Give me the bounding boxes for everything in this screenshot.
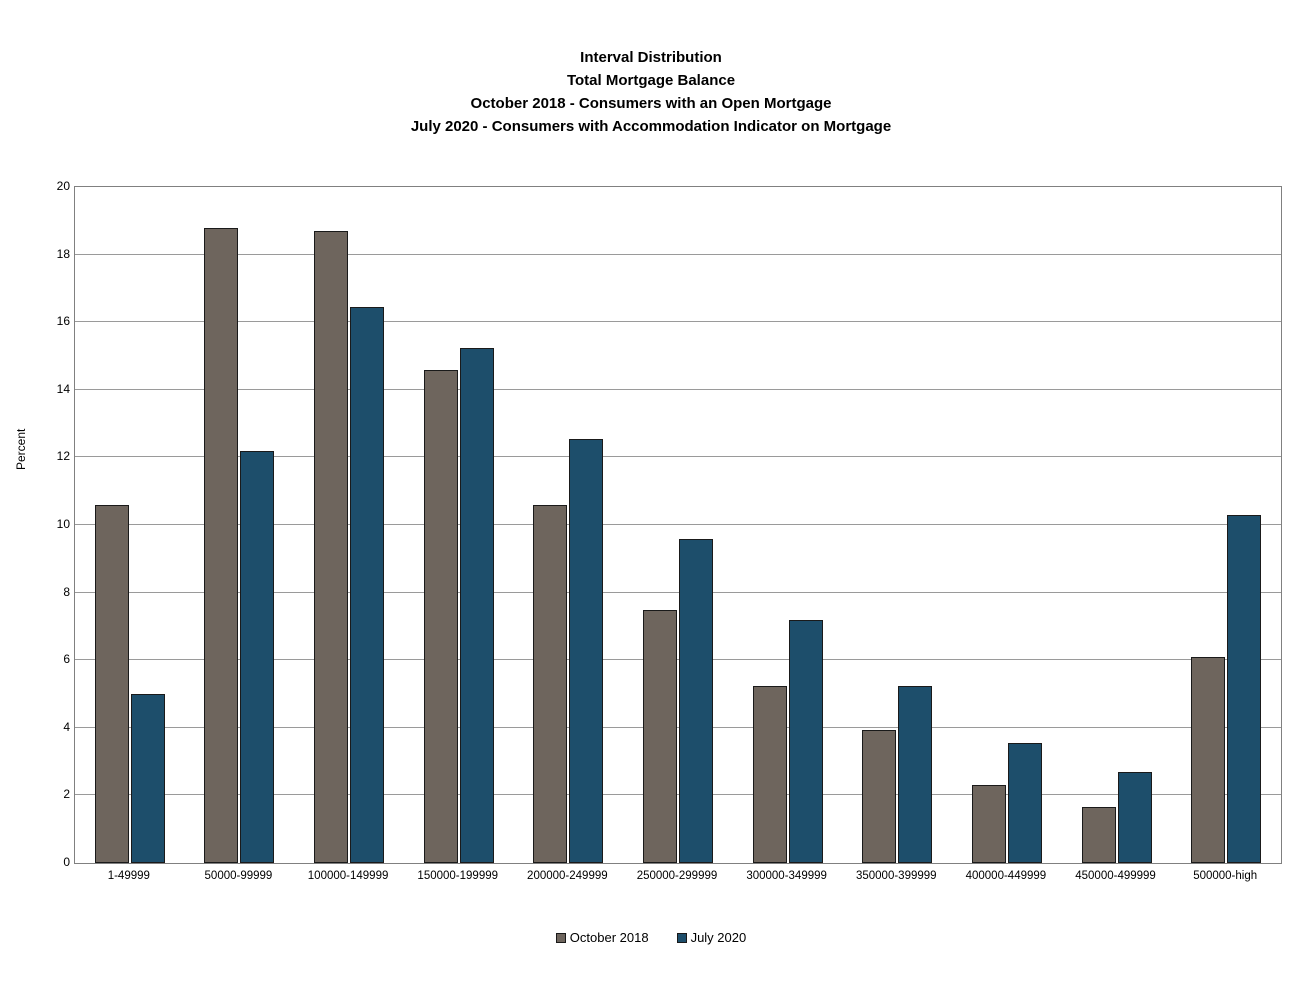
bar — [131, 694, 165, 863]
bar — [240, 451, 274, 863]
bar — [1082, 807, 1116, 863]
y-tick-label: 18 — [56, 246, 70, 261]
legend-label: October 2018 — [569, 930, 649, 945]
y-tick-label: 14 — [56, 381, 70, 396]
y-tick-label: 0 — [63, 855, 70, 869]
title-line-3: October 2018 - Consumers with an Open Mortgage — [470, 95, 832, 112]
legend-swatch-icon — [556, 933, 566, 943]
title-line-1: Interval Distribution — [580, 49, 722, 66]
bar — [1191, 657, 1225, 863]
y-axis-label: Percent — [14, 428, 28, 470]
bar — [314, 231, 348, 863]
bar — [643, 610, 677, 864]
bar — [204, 228, 238, 863]
x-tick-label: 200000-249999 — [527, 870, 608, 882]
y-tick-label: 8 — [63, 584, 70, 599]
title-line-4: July 2020 - Consumers with Accommodation Indicator on Mortgage — [410, 118, 892, 135]
y-tick-label: 10 — [56, 517, 70, 531]
x-tick-label: 300000-349999 — [746, 870, 827, 882]
legend-item[interactable] — [677, 930, 747, 945]
x-tick-label: 50000-99999 — [204, 870, 273, 882]
bar — [862, 730, 896, 864]
bar — [753, 686, 787, 863]
x-tick-label: 350000-399999 — [855, 870, 937, 882]
bar — [569, 439, 603, 863]
x-tick-label: 250000-299999 — [636, 870, 718, 882]
bar — [898, 686, 932, 863]
bar — [679, 539, 713, 863]
y-tick-label: 20 — [56, 179, 70, 193]
bar — [972, 785, 1006, 863]
x-tick-label: 500000-high — [1193, 870, 1258, 882]
bar — [1008, 743, 1042, 863]
x-tick-label: 150000-199999 — [417, 870, 499, 882]
title-line-2: Total Mortgage Balance — [566, 72, 736, 89]
x-tick-label: 400000-449999 — [965, 870, 1047, 882]
legend-item[interactable] — [556, 930, 649, 945]
y-tick-label: 6 — [63, 652, 70, 667]
x-tick-label: 450000-499999 — [1075, 870, 1156, 882]
bar — [350, 307, 384, 863]
bar — [533, 505, 567, 863]
x-axis-ticks — [74, 870, 1282, 890]
y-tick-label: 16 — [56, 314, 70, 329]
bar — [424, 370, 458, 863]
legend-label: July 2020 — [690, 930, 747, 945]
x-tick-label: 1-49999 — [107, 870, 150, 882]
bar — [95, 505, 129, 863]
y-axis-ticks — [30, 179, 70, 869]
y-tick-label: 12 — [56, 449, 70, 464]
chart-legend — [0, 930, 1302, 945]
bar-series-group — [75, 187, 1281, 863]
x-tick-label: 100000-149999 — [307, 870, 389, 882]
y-tick-label: 4 — [63, 719, 70, 734]
bar — [460, 348, 494, 863]
bar — [1227, 515, 1261, 863]
bar — [789, 620, 823, 863]
y-tick-label: 2 — [63, 787, 70, 802]
legend-swatch-icon — [677, 933, 687, 943]
bar — [1118, 772, 1152, 863]
